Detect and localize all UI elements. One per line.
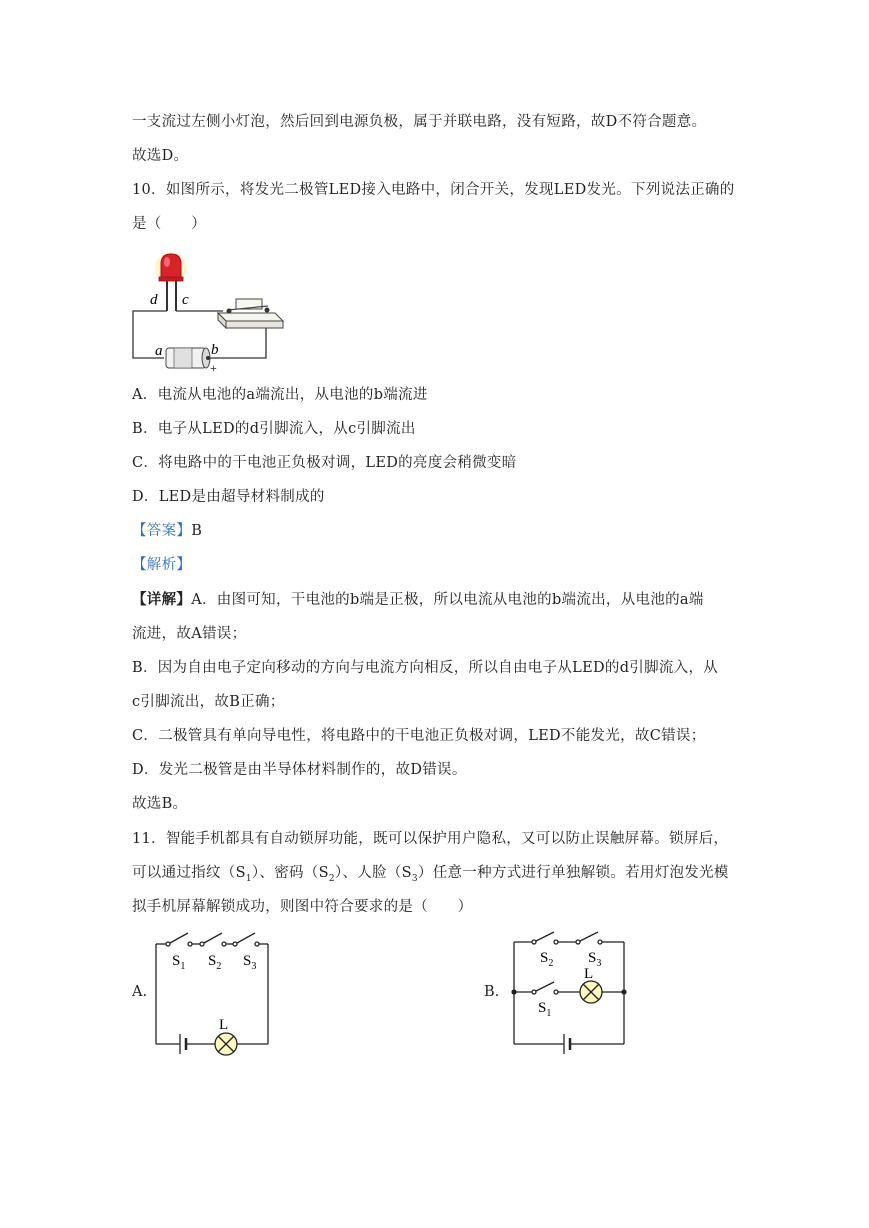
option-b: B．电子从LED的d引脚流入，从c引脚流出 (132, 421, 416, 437)
answer-line (132, 521, 202, 541)
switch-s1-label: $S_1$ (172, 953, 186, 972)
detail-line: 故选B。 (132, 796, 188, 812)
question-11-stem: 拟手机屏幕解锁成功，则图中符合要求的是（ ） (132, 899, 473, 915)
detail-line: D．发光二极管是由半导体材料制作的，故D错误。 (132, 762, 467, 778)
question-11-stem: 可以通过指纹$(S_1)$、密码$(S_2)$、人脸$(S_3)$任意一种方式进行单独解锁。若用灯泡发光模 (132, 865, 729, 884)
switch-s2-label: $S_2$ (540, 950, 554, 969)
circuit-b-figure (508, 928, 633, 1058)
text-line: 一支流过左侧小灯泡，然后回到电源负极，属于并联电路，没有短路，故D不符合题意。 (132, 114, 707, 130)
text-line: 故选D。 (132, 148, 189, 164)
switch-s1-label: $S_1$ (538, 1000, 552, 1019)
switch-s3-label: $S_3$ (243, 953, 257, 972)
detail-tag: 【详解】 (132, 591, 192, 608)
label-a: a (155, 343, 163, 359)
analysis-tag: 【解析】 (132, 557, 192, 573)
lamp-label: L (219, 1017, 229, 1033)
led-circuit-figure (128, 248, 288, 378)
label-plus: + (210, 361, 217, 375)
option-c: C．将电路中的干电池正负极对调，LED的亮度会稍微变暗 (132, 455, 517, 471)
label-d: d (150, 292, 158, 308)
switch-s3-label: $S_3$ (588, 950, 602, 969)
answer-tag: 【答案】 (132, 523, 192, 539)
detail-line: 流进，故A错误； (132, 626, 247, 642)
circuit-a-figure (150, 928, 275, 1058)
detail-line (132, 590, 704, 610)
answer-value: B (191, 523, 203, 539)
question-10-stem: 10．如图所示，将发光二极管LED接入电路中，闭合开关，发现LED发光。下列说法正确的 (132, 182, 735, 198)
label-b: b (211, 342, 219, 358)
question-11-stem: 11．智能手机都具有自动锁屏功能，既可以保护用户隐私，又可以防止误触屏幕。锁屏后， (132, 831, 729, 847)
option-d: D．LED是由超导材料制成的 (132, 489, 325, 505)
lamp-label: L (584, 966, 594, 982)
detail-line: C．二极管具有单向导电性，将电路中的干电池正负极对调，LED不能发光，故C错误； (132, 728, 706, 744)
detail-line: B．因为自由电子定向移动的方向与电流方向相反，所以自由电子从LED的d引脚流入，从 (132, 660, 719, 676)
detail-line: c引脚流出，故B正确； (132, 694, 285, 710)
option-b-label: B. (484, 984, 500, 1000)
option-a-label: A. (132, 984, 148, 1000)
detail-text: A．由图可知，干电池的b端是正极，所以电流从电池的b端流出，从电池的a端 (191, 592, 704, 608)
option-a: A．电流从电池的a端流出，从电池的b端流进 (132, 387, 428, 403)
question-10-stem: 是（ ） (132, 216, 206, 232)
label-c: c (182, 292, 189, 308)
switch-s2-label: $S_2$ (208, 953, 222, 972)
